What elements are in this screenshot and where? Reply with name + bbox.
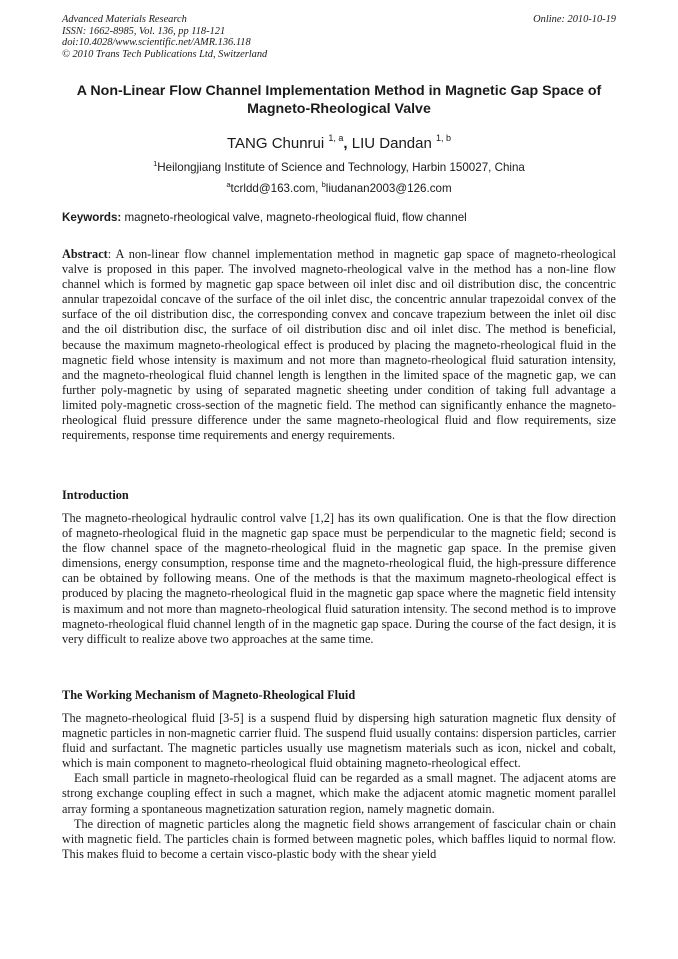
introduction-body [62, 511, 616, 647]
issn-line: ISSN: 1662-8985, Vol. 136, pp 118-121 [62, 25, 226, 37]
mechanism-body [62, 711, 616, 862]
affiliation [62, 157, 616, 175]
affiliation-text: Heilongjiang Institute of Science and Technology, Harbin 150027, China [157, 161, 525, 174]
author-1-name: TANG Chunrui [226, 135, 325, 152]
author-2-name: LIU Dandan [351, 135, 432, 152]
mechanism-paragraph-2: Each small particle in magneto-rheological fluid can be regarded as a small magnet. The adjacent atoms are strong exchange coupling effect in such a magnet, which make the adjacent atomic magnetic moment parallel array forming a spontaneous magnetization saturation region, namely magnetic domain. [62, 771, 616, 816]
author-separator: , [343, 135, 348, 152]
online-date: Online: 2010-10-19 [533, 14, 616, 25]
abstract [62, 247, 616, 443]
paper-title: A Non-Linear Flow Channel Implementation Method in Magnetic Gap Space of Magneto-Rheological Valve [76, 83, 602, 117]
keywords-label: Keywords: [62, 211, 122, 224]
author-1-affil-mark: 1, a [328, 133, 344, 143]
email-line [62, 178, 616, 196]
email-b-mark: b [321, 180, 326, 189]
keywords-text: magneto-rheological valve, magneto-rheological fluid, flow channel [124, 211, 467, 224]
introduction-paragraph: The magneto-rheological hydraulic control valve [1,2] has its own qualification. One is that the flow direction of magneto-rheological fluid in the magnetic gap space must be perpendicular to the magnetic field; second is the flow channel space of the magneto-rheological fluid in the magnetic gap space. In the premise given dimensions, energy consumption, response time and the magneto-rheological fluid, the high-pressure difference can be obtained by following means. One of the methods is that the maximum magneto-rheological effect is produced by placing the magneto-rheological fluid in the magnetic gap space where the magnetic field intensity is maximum and not more than magneto-rheological fluid saturation intensity. The second method is to improve magneto-rheological fluid channel length of in the magnetic gap space. During the course of the fact design, it is very difficult to realize above two approaches at the same time. [62, 511, 616, 646]
email-b: liudanan2003@126.com [325, 182, 452, 195]
abstract-label: Abstract [62, 247, 108, 261]
keywords-line [62, 211, 616, 225]
introduction-heading: Introduction [62, 488, 129, 502]
mechanism-paragraph-1: The magneto-rheological fluid [3-5] is a suspend fluid by dispersing high saturation magnetic flux density of magnetic particles in non-magnetic carrier fluid. The suspend fluid usually contains: dispersion particles, carrier fluid and surfactant. The magnetic particles usually use magnetism materials such as icon, nickel and cobalt, which is main component to magneto-rheological fluid obtaining magneto-rheological effect. [62, 711, 616, 771]
abstract-text: : A non-linear flow channel implementation method in magnetic gap space of magneto-rheological valve is proposed in this paper. The involved magneto-rheological valve in the method has a non-line flow channel which is formed by magnetic gap space between oil inlet disc and oil distribution disc, the concentric annular trapezoidal concave of the surface of the oil inlet disc, the concentric annular trapezoidal convex of the surface of the oil distribution disc, the corresponding convex and concave trapezium between the inlet oil disc and the oil distribution disc, the surface of oil distribution disc and oil inlet disc. The method is beneficial, because the maximum magneto-rheological effect is produced by placing the magneto-rheological fluid in the magnetic field whose intensity is maximum and not more than magneto-rheological fluid saturation intensity, and the magneto-rheological fluid channel length is lengthen in the limited space of the magnetic gap, we can further poly-magnetic by using of separated magnetic sheeting under condition of taking full advantage a limited poly-magnetic cross-section of the magnetic field. The method can significantly enhance the magneto-rheological fluid pressure difference under the same magneto-rheological fluid and flow requirements, size requirements, response time requirements and energy requirements. [62, 247, 616, 443]
author-line [62, 128, 616, 154]
affiliation-mark: 1 [153, 159, 158, 168]
email-a-mark: a [226, 180, 231, 189]
mechanism-heading: The Working Mechanism of Magneto-Rheological Fluid [62, 688, 356, 702]
email-a: tcrldd@163.com, [230, 182, 319, 195]
journal-name: Advanced Materials Research [62, 14, 187, 25]
author-2-affil-mark: 1, b [436, 133, 452, 143]
doi-line: doi:10.4028/www.scientific.net/AMR.136.118 [62, 37, 251, 49]
copyright-line: © 2010 Trans Tech Publications Ltd, Switzerland [62, 48, 268, 60]
mechanism-paragraph-3: The direction of magnetic particles along the magnetic field shows arrangement of fascicular chain or chain with magnetic field. The particles chain is formed between magnetic poles, which baffles liquid to normal flow. This makes fluid to become a certain visco-plastic body with the shear yield [62, 816, 616, 861]
journal-header [62, 14, 616, 60]
